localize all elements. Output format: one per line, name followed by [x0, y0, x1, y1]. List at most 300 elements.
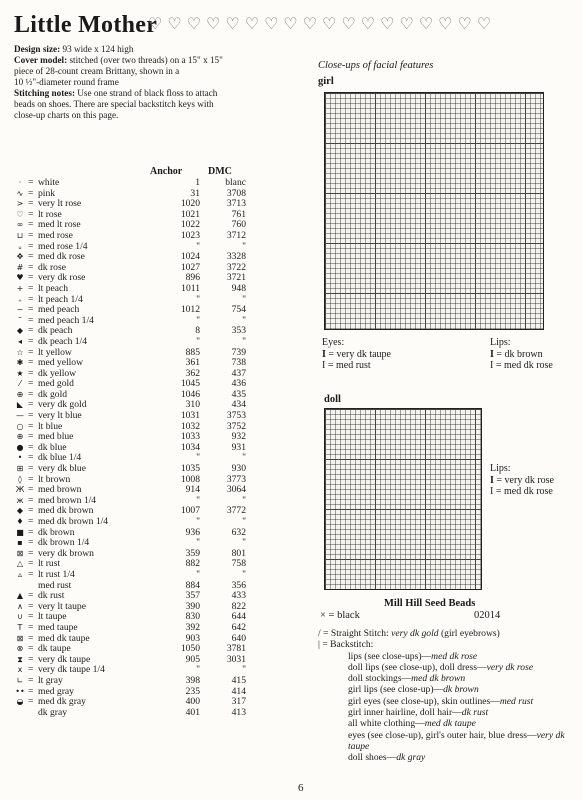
- legend-anchor-code: ": [196, 335, 200, 347]
- legend-equals: =: [28, 251, 34, 263]
- legend-equals: =: [28, 357, 34, 369]
- legend-equals: =: [28, 388, 34, 400]
- legend-dmc-code: 760: [231, 219, 246, 231]
- legend-equals: =: [28, 664, 34, 676]
- legend-symbol: +: [16, 283, 24, 293]
- legend-symbol: ⊠: [16, 633, 24, 643]
- legend-symbol: ♥: [16, 273, 24, 283]
- legend-anchor-code: 235: [185, 685, 200, 697]
- legend-row: [14, 517, 314, 528]
- legend-dmc-code: ": [242, 568, 246, 580]
- legend-dmc-code: 414: [231, 685, 246, 697]
- legend-dmc-code: 3713: [226, 198, 246, 210]
- legend-symbol: ◣: [16, 400, 24, 410]
- legend-anchor-code: 1007: [180, 505, 200, 517]
- lips-rose-mark: I: [490, 360, 494, 371]
- straight-stitch-note: (girl eyebrows): [440, 628, 500, 639]
- beads-row: [320, 610, 360, 621]
- design-info: [14, 44, 304, 121]
- girl-lips-2: = med dk rose: [495, 360, 553, 371]
- legend-anchor-code: 1045: [180, 378, 200, 390]
- legend-color-name: med peach 1/4: [38, 314, 94, 326]
- legend-symbol: ○: [16, 421, 24, 431]
- legend-equals: =: [28, 378, 34, 390]
- legend-anchor-code: ": [196, 293, 200, 305]
- legend-anchor-code: 392: [185, 621, 200, 633]
- backstitch-mark: |: [318, 639, 320, 651]
- legend-symbol: ■: [16, 527, 24, 537]
- legend-symbol: ⊠: [16, 548, 24, 558]
- legend-equals: =: [28, 410, 34, 422]
- legend-equals: =: [28, 526, 34, 538]
- legend-color-name: dk peach: [38, 325, 73, 337]
- legend-dmc-code: 3722: [226, 261, 246, 273]
- legend-equals: =: [28, 219, 34, 231]
- backstitch-line: [348, 651, 580, 662]
- legend-dmc-code: 738: [231, 357, 246, 369]
- legend-symbol: ◆: [16, 506, 24, 516]
- legend-symbol: ₊: [17, 294, 23, 304]
- legend-dmc-code: 413: [231, 706, 246, 718]
- bead-name: = black: [328, 610, 360, 621]
- backstitch-line: [348, 707, 580, 718]
- legend-equals: =: [28, 537, 34, 549]
- legend-color-name: dk blue: [38, 441, 67, 453]
- legend-equals: =: [28, 452, 34, 464]
- legend-equals: =: [28, 611, 34, 623]
- legend-color-name: med rust: [38, 579, 72, 591]
- doll-lips-1: = very dk rose: [496, 474, 554, 486]
- legend-dmc-code: 3328: [226, 251, 246, 263]
- legend-dmc-code: 632: [231, 526, 246, 538]
- notes-text-3: close-up charts on this page.: [14, 110, 119, 120]
- legend-anchor-code: 31: [190, 187, 200, 199]
- straight-stitch-label: = Straight Stitch:: [323, 628, 389, 639]
- legend-dmc-code: 435: [231, 388, 246, 400]
- legend-anchor-code: 398: [185, 674, 200, 686]
- legend-symbol: ˜: [18, 315, 22, 325]
- backstitch-color: med dk rose: [431, 650, 478, 662]
- legend-equals: =: [28, 399, 34, 411]
- legend-color-name: lt peach: [38, 282, 69, 294]
- legend-color-name: white: [38, 177, 60, 188]
- legend-color-name: med dk gray: [38, 696, 86, 708]
- legend-color-name: med gold: [38, 378, 74, 390]
- legend-anchor-code: ": [196, 494, 200, 506]
- girl-eyes-key: [322, 337, 391, 372]
- backstitch-area: all white clothing—: [348, 718, 425, 730]
- legend-color-name: lt rust 1/4: [38, 568, 75, 580]
- legend-color-name: dk taupe: [38, 643, 71, 655]
- legend-anchor-code: 310: [185, 399, 200, 411]
- legend-color-name: very dk taupe: [38, 653, 91, 665]
- legend-dmc-code: 3773: [226, 473, 246, 485]
- legend-dmc-code: 3712: [226, 229, 246, 241]
- legend-anchor-code: 359: [185, 547, 200, 559]
- legend-row: [14, 570, 314, 581]
- legend-equals: =: [28, 558, 34, 570]
- legend-symbol: ·: [18, 178, 22, 187]
- backstitch-line: [348, 718, 580, 729]
- legend-symbol: ∞: [16, 220, 24, 230]
- doll-lips-key: [490, 463, 554, 498]
- notes-label: Stitching notes:: [14, 88, 75, 98]
- legend-symbol: ∿: [16, 188, 24, 198]
- legend-equals: =: [28, 208, 34, 220]
- legend-dmc-code: 3708: [226, 187, 246, 199]
- legend-color-name: med dk brown 1/4: [38, 516, 109, 527]
- legend-symbol: ⊕: [16, 432, 24, 442]
- legend-dmc-code: 3781: [226, 643, 246, 655]
- legend-anchor-code: 1020: [180, 198, 200, 210]
- backstitch-line: [348, 696, 580, 707]
- doll-lips-med-mark: I: [490, 486, 494, 497]
- legend-dmc-code: 754: [231, 304, 246, 316]
- backstitch-line: [348, 662, 580, 673]
- legend-dmc-code: blanc: [225, 177, 246, 188]
- legend-equals: =: [28, 441, 34, 453]
- legend-dmc-code: 356: [231, 579, 246, 591]
- legend-equals: =: [28, 600, 34, 612]
- legend-equals: =: [28, 346, 34, 358]
- legend-symbol: ⊞: [16, 464, 24, 474]
- legend-anchor-code: 1046: [180, 388, 200, 400]
- legend-dmc-code: 948: [231, 282, 246, 294]
- backstitch-color: very dk taupe: [348, 729, 565, 752]
- legend-equals: =: [28, 187, 34, 199]
- legend-symbol: ⊕: [16, 389, 24, 399]
- legend-color-name: med blue: [38, 431, 74, 443]
- legend-dmc-code: 930: [231, 463, 246, 475]
- legend-anchor-code: 1032: [180, 420, 200, 432]
- legend-equals: =: [28, 473, 34, 485]
- legend-anchor-code: 8: [195, 325, 200, 337]
- legend-color-name: dk brown: [38, 526, 75, 538]
- legend-symbol: ••: [15, 686, 25, 696]
- legend-equals: =: [28, 674, 34, 686]
- legend-color-name: lt rust: [38, 558, 61, 570]
- cover-text-2: piece of 28-count cream Brittany, shown in a: [14, 66, 180, 76]
- legend-dmc-code: 3031: [226, 653, 246, 665]
- legend-anchor-code: 896: [185, 272, 200, 284]
- legend-color-name: med peach: [38, 304, 80, 316]
- legend-symbol: T: [17, 622, 23, 632]
- doll-lips-dk-mark: I: [490, 474, 494, 486]
- legend-equals: =: [28, 463, 34, 475]
- backstitch-color: med dk brown: [411, 673, 466, 685]
- backstitch-label: = Backstitch:: [322, 639, 374, 651]
- legend-dmc-code: ": [242, 240, 246, 252]
- legend-equals: =: [28, 431, 34, 443]
- legend-anchor-code: 905: [185, 653, 200, 665]
- legend-equals: =: [28, 590, 34, 602]
- legend-equals: =: [28, 198, 34, 210]
- girl-lips-key: [490, 337, 553, 372]
- doll-label: doll: [324, 394, 341, 405]
- legend-symbol: ⧗: [17, 654, 23, 664]
- notes-text-2: beads on shoes. There are special backstitch keys with: [14, 99, 214, 109]
- legend-anchor-code: 1012: [180, 304, 200, 316]
- legend-dmc-code: ": [242, 664, 246, 676]
- legend-equals: =: [28, 229, 34, 241]
- legend-equals: =: [28, 325, 34, 337]
- eyes-taupe-mark: I: [322, 348, 326, 360]
- legend-symbol: Ж: [15, 485, 25, 495]
- legend-equals: =: [28, 335, 34, 347]
- legend-color-name: med dk rose: [38, 251, 85, 263]
- legend-dmc-code: ": [242, 494, 246, 506]
- legend-anchor-code: 362: [185, 367, 200, 379]
- legend-symbol: ж: [16, 495, 24, 505]
- backstitch-color: dk gray: [396, 752, 426, 764]
- legend-color-name: very dk brown: [38, 547, 94, 559]
- legend-anchor-code: 357: [185, 590, 200, 602]
- legend-dmc-code: 433: [231, 590, 246, 602]
- legend-anchor-code: ": [196, 568, 200, 580]
- backstitch-area: girl lips (see close-up)—: [348, 684, 444, 696]
- legend-symbol: ▵: [17, 569, 22, 579]
- legend-symbol: ⊔: [16, 230, 24, 240]
- legend-equals: =: [28, 685, 34, 697]
- legend-equals: =: [28, 240, 34, 252]
- legend-anchor-code: 1011: [181, 282, 200, 294]
- legend-color-name: dk blue 1/4: [38, 452, 82, 464]
- legend-dmc-code: 415: [231, 674, 246, 686]
- girl-label: girl: [318, 76, 334, 87]
- legend-dmc-code: 644: [231, 611, 246, 623]
- cover-text: stitched (over two threads) on a 15" x 15": [69, 55, 223, 65]
- backstitch-area: girl eyes (see close-up), skin outlines—: [348, 695, 500, 707]
- legend-anchor-code: 1031: [180, 410, 200, 422]
- dmc-column-header: DMC: [208, 166, 232, 177]
- legend-anchor-code: 1050: [180, 643, 200, 655]
- legend-row: [14, 337, 314, 348]
- backstitch-color: very dk rose: [486, 661, 534, 673]
- legend-symbol: ♦: [16, 517, 24, 526]
- legend-row: [14, 623, 314, 634]
- legend-equals: =: [28, 643, 34, 655]
- legend-color-name: very dk gold: [38, 399, 87, 411]
- legend-symbol: —: [16, 411, 24, 421]
- legend-anchor-code: 885: [185, 346, 200, 358]
- legend-dmc-code: 801: [231, 547, 246, 559]
- legend-color-name: lt rose: [38, 208, 62, 220]
- legend-equals: =: [28, 293, 34, 305]
- legend-anchor-code: 1024: [180, 251, 200, 263]
- legend-anchor-code: 1021: [180, 208, 200, 220]
- doll-face-chart: [324, 408, 482, 590]
- legend-color-name: lt gray: [38, 674, 63, 686]
- legend-color-name: lt taupe: [38, 611, 67, 623]
- legend-equals: =: [28, 367, 34, 379]
- legend-symbol: ∟: [16, 675, 24, 685]
- legend-anchor-code: 830: [185, 611, 200, 623]
- legend-symbol: ᵤ: [18, 241, 22, 251]
- legend-equals: =: [28, 282, 34, 294]
- page-number: 6: [298, 782, 304, 794]
- girl-eyes-2: = med rust: [327, 360, 371, 371]
- backstitch-area: doll shoes—: [348, 752, 397, 764]
- legend-anchor-code: ": [196, 664, 200, 676]
- legend-anchor-code: 1033: [180, 431, 200, 443]
- legend-dmc-code: 3752: [226, 420, 246, 432]
- backstitch-color: dk rust: [461, 707, 489, 719]
- legend-symbol: >: [16, 199, 24, 209]
- legend-color-name: med brown 1/4: [38, 494, 97, 506]
- legend-equals: =: [28, 516, 34, 527]
- legend-anchor-code: 1023: [180, 229, 200, 241]
- backstitch-line: [348, 730, 580, 753]
- legend-symbol: ▪: [17, 538, 23, 548]
- legend-color-name: med gray: [38, 685, 74, 697]
- legend-equals: =: [28, 177, 34, 188]
- legend-dmc-code: 758: [231, 558, 246, 570]
- backstitch-line: [348, 684, 580, 695]
- legend-color-name: very dk taupe 1/4: [38, 664, 105, 676]
- legend-dmc-code: 642: [231, 621, 246, 633]
- legend-symbol: #: [16, 262, 24, 272]
- legend-color-name: med taupe: [38, 621, 78, 633]
- legend-dmc-code: ": [242, 314, 246, 326]
- backstitch-color: med dk taupe: [424, 718, 476, 730]
- legend-color-name: very dk blue: [38, 463, 86, 475]
- legend-dmc-code: 3721: [226, 272, 246, 284]
- page-title: Little Mother: [14, 12, 158, 38]
- eyes-rust-mark: I: [322, 360, 326, 371]
- closeups-title: Close-ups of facial features: [318, 60, 434, 71]
- legend-symbol: ▲: [16, 591, 24, 601]
- girl-eyes-1: = very dk taupe: [328, 348, 391, 360]
- legend-dmc-code: 3064: [226, 484, 246, 496]
- legend-symbol: ◂: [17, 336, 22, 346]
- legend-dmc-code: 761: [231, 208, 246, 220]
- legend-symbol: ◒: [16, 697, 24, 707]
- legend-symbol: ◆: [16, 326, 24, 336]
- legend-equals: =: [28, 653, 34, 665]
- legend-equals: =: [28, 696, 34, 708]
- backstitch-color: med rust: [499, 695, 534, 707]
- legend-color-name: dk peach 1/4: [38, 335, 88, 347]
- backstitch-area: lips (see close-ups)—: [348, 650, 432, 662]
- legend-anchor-code: 1027: [180, 261, 200, 273]
- doll-lips-2: = med dk rose: [495, 486, 553, 497]
- legend-equals: =: [28, 484, 34, 496]
- legend-dmc-code: 436: [231, 378, 246, 390]
- legend-row: [14, 284, 314, 295]
- legend-color-name: lt blue: [38, 420, 63, 432]
- legend-anchor-code: ": [196, 452, 200, 464]
- legend-color-name: very dk rose: [38, 272, 86, 284]
- legend-dmc-code: ": [242, 452, 246, 464]
- legend-color-name: lt peach 1/4: [38, 293, 83, 305]
- bead-code: 02014: [474, 610, 501, 621]
- legend-color-name: very lt blue: [38, 410, 82, 422]
- heart-border-decoration: ♡♡♡♡♡♡♡♡♡♡♡♡♡♡♡♡♡♡: [148, 16, 497, 33]
- legend-color-name: lt brown: [38, 473, 71, 485]
- backstitch-area: girl inner hairline, doll hair—: [348, 707, 462, 719]
- legend-anchor-code: 1022: [180, 219, 200, 231]
- legend-anchor-code: 914: [185, 484, 200, 496]
- legend-color-name: dk yellow: [38, 367, 77, 379]
- color-key-legend: [14, 178, 314, 718]
- legend-color-name: med dk brown: [38, 505, 94, 517]
- legend-symbol: ∧: [17, 601, 23, 611]
- backstitch-area: eyes (see close-up), girl's outer hair, blue dress—: [348, 729, 537, 741]
- legend-color-name: dk rust: [38, 590, 65, 602]
- straight-stitch-mark: /: [318, 628, 321, 639]
- legend-anchor-code: 390: [185, 600, 200, 612]
- legend-dmc-code: 3772: [226, 505, 246, 517]
- legend-equals: =: [28, 547, 34, 559]
- backstitch-key: [318, 628, 580, 764]
- legend-symbol: ✥: [16, 252, 24, 262]
- legend-anchor-code: 884: [185, 579, 200, 591]
- legend-color-name: very lt rose: [38, 198, 82, 210]
- legend-anchor-code: ": [196, 314, 200, 326]
- bead-symbol: ×: [320, 610, 326, 621]
- legend-color-name: dk brown 1/4: [38, 537, 90, 549]
- legend-row: [14, 708, 314, 719]
- legend-symbol: x: [17, 665, 23, 675]
- legend-symbol: •: [17, 453, 23, 463]
- legend-anchor-code: 361: [185, 357, 200, 369]
- girl-lips-1: = dk brown: [496, 348, 543, 360]
- legend-anchor-code: 1034: [180, 441, 200, 453]
- notes-text: Use one strand of black floss to attach: [77, 88, 218, 98]
- backstitch-line: [348, 752, 580, 763]
- backstitch-lines: [318, 651, 580, 764]
- legend-dmc-code: ": [242, 335, 246, 347]
- size-text: 93 wide x 124 high: [62, 44, 134, 54]
- legend-color-name: med yellow: [38, 357, 84, 369]
- legend-color-name: med rose: [38, 229, 73, 241]
- legend-dmc-code: 822: [231, 600, 246, 612]
- legend-equals: =: [28, 272, 34, 284]
- legend-dmc-code: 353: [231, 325, 246, 337]
- legend-dmc-code: ": [242, 537, 246, 549]
- legend-symbol: ∪: [17, 612, 23, 622]
- legend-equals: =: [28, 304, 34, 316]
- legend-anchor-code: ": [196, 537, 200, 549]
- legend-anchor-code: 400: [185, 696, 200, 708]
- legend-dmc-code: ": [242, 516, 246, 527]
- legend-color-name: lt yellow: [38, 346, 72, 358]
- legend-anchor-code: 936: [185, 526, 200, 538]
- legend-dmc-code: 932: [231, 431, 246, 443]
- legend-symbol: ◊: [18, 474, 22, 484]
- backstitch-area: doll stockings—: [348, 673, 412, 685]
- legend-color-name: very lt taupe: [38, 600, 86, 612]
- backstitch-line: [348, 673, 580, 684]
- legend-anchor-code: 882: [185, 558, 200, 570]
- legend-symbol: ⁄: [19, 379, 21, 389]
- legend-equals: =: [28, 420, 34, 432]
- legend-color-name: dk gray: [38, 706, 68, 718]
- legend-equals: =: [28, 314, 34, 326]
- doll-lips-heading: Lips:: [490, 463, 511, 474]
- legend-dmc-code: ": [242, 293, 246, 305]
- legend-color-name: med dk taupe: [38, 632, 90, 644]
- legend-anchor-code: 903: [185, 632, 200, 644]
- legend-anchor-code: 1: [195, 177, 200, 188]
- legend-symbol: ✱: [16, 358, 24, 368]
- legend-symbol: ☆: [16, 347, 24, 357]
- legend-color-name: dk gold: [38, 388, 68, 400]
- legend-color-name: med brown: [38, 484, 82, 496]
- legend-symbol: △: [16, 559, 24, 569]
- legend-equals: =: [28, 632, 34, 644]
- legend-equals: =: [28, 494, 34, 506]
